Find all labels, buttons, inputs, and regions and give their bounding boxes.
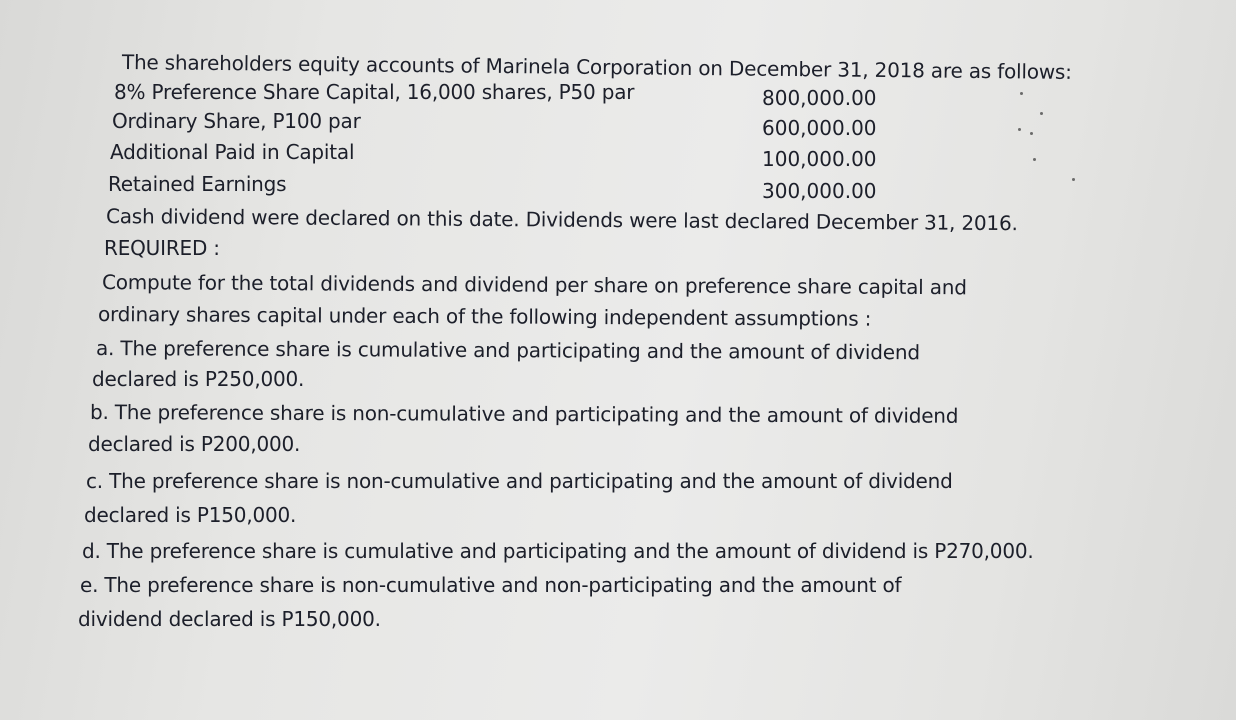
assumption-a-line: a. The preference share is cumulative and participating and the amount of dividend (95, 336, 920, 365)
paper-speck (1020, 92, 1023, 95)
declaration-text: Cash dividend were declared on this date. Dividends were last declared December 31, 2016. (105, 204, 1018, 236)
assumption-b-line: b. The preference share is non-cumulative and participating and the amount of dividend (89, 400, 959, 428)
account-label: 8% Preference Share Capital, 16,000 shares, P50 par (114, 80, 635, 104)
account-label: Retained Earnings (108, 172, 287, 196)
account-amount: 600,000.00 (762, 116, 877, 140)
paper-speck (1018, 128, 1021, 131)
instruction-line: ordinary shares capital under each of the following independent assumptions : (97, 302, 872, 331)
account-label: Ordinary Share, P100 par (112, 109, 361, 133)
intro-text: The shareholders equity accounts of Marinela Corporation on December 31, 2018 are as follows: (121, 50, 1072, 84)
assumption-e-line: dividend declared is P150,000. (78, 607, 381, 631)
assumption-a-line: declared is P250,000. (92, 367, 305, 391)
paper-speck (1072, 178, 1075, 181)
assumption-c-line: c. The preference share is non-cumulative and participating and the amount of dividend (86, 469, 953, 493)
paper-speck (1033, 158, 1036, 161)
account-amount: 800,000.00 (762, 86, 877, 110)
paper-speck (1030, 132, 1033, 135)
paper-speck (1040, 112, 1043, 115)
assumption-e-line: e. The preference share is non-cumulative and non-participating and the amount of (80, 573, 902, 597)
account-amount: 100,000.00 (762, 147, 877, 171)
account-amount: 300,000.00 (762, 179, 877, 203)
assumption-d-line: d. The preference share is cumulative and participating and the amount of dividend is P270,000. (82, 539, 1034, 563)
required-heading: REQUIRED : (104, 236, 220, 260)
account-label: Additional Paid in Capital (110, 140, 355, 164)
assumption-c-line: declared is P150,000. (84, 503, 297, 527)
assumption-b-line: declared is P200,000. (88, 432, 301, 456)
instruction-line: Compute for the total dividends and dividend per share on preference share capital and (101, 270, 967, 300)
